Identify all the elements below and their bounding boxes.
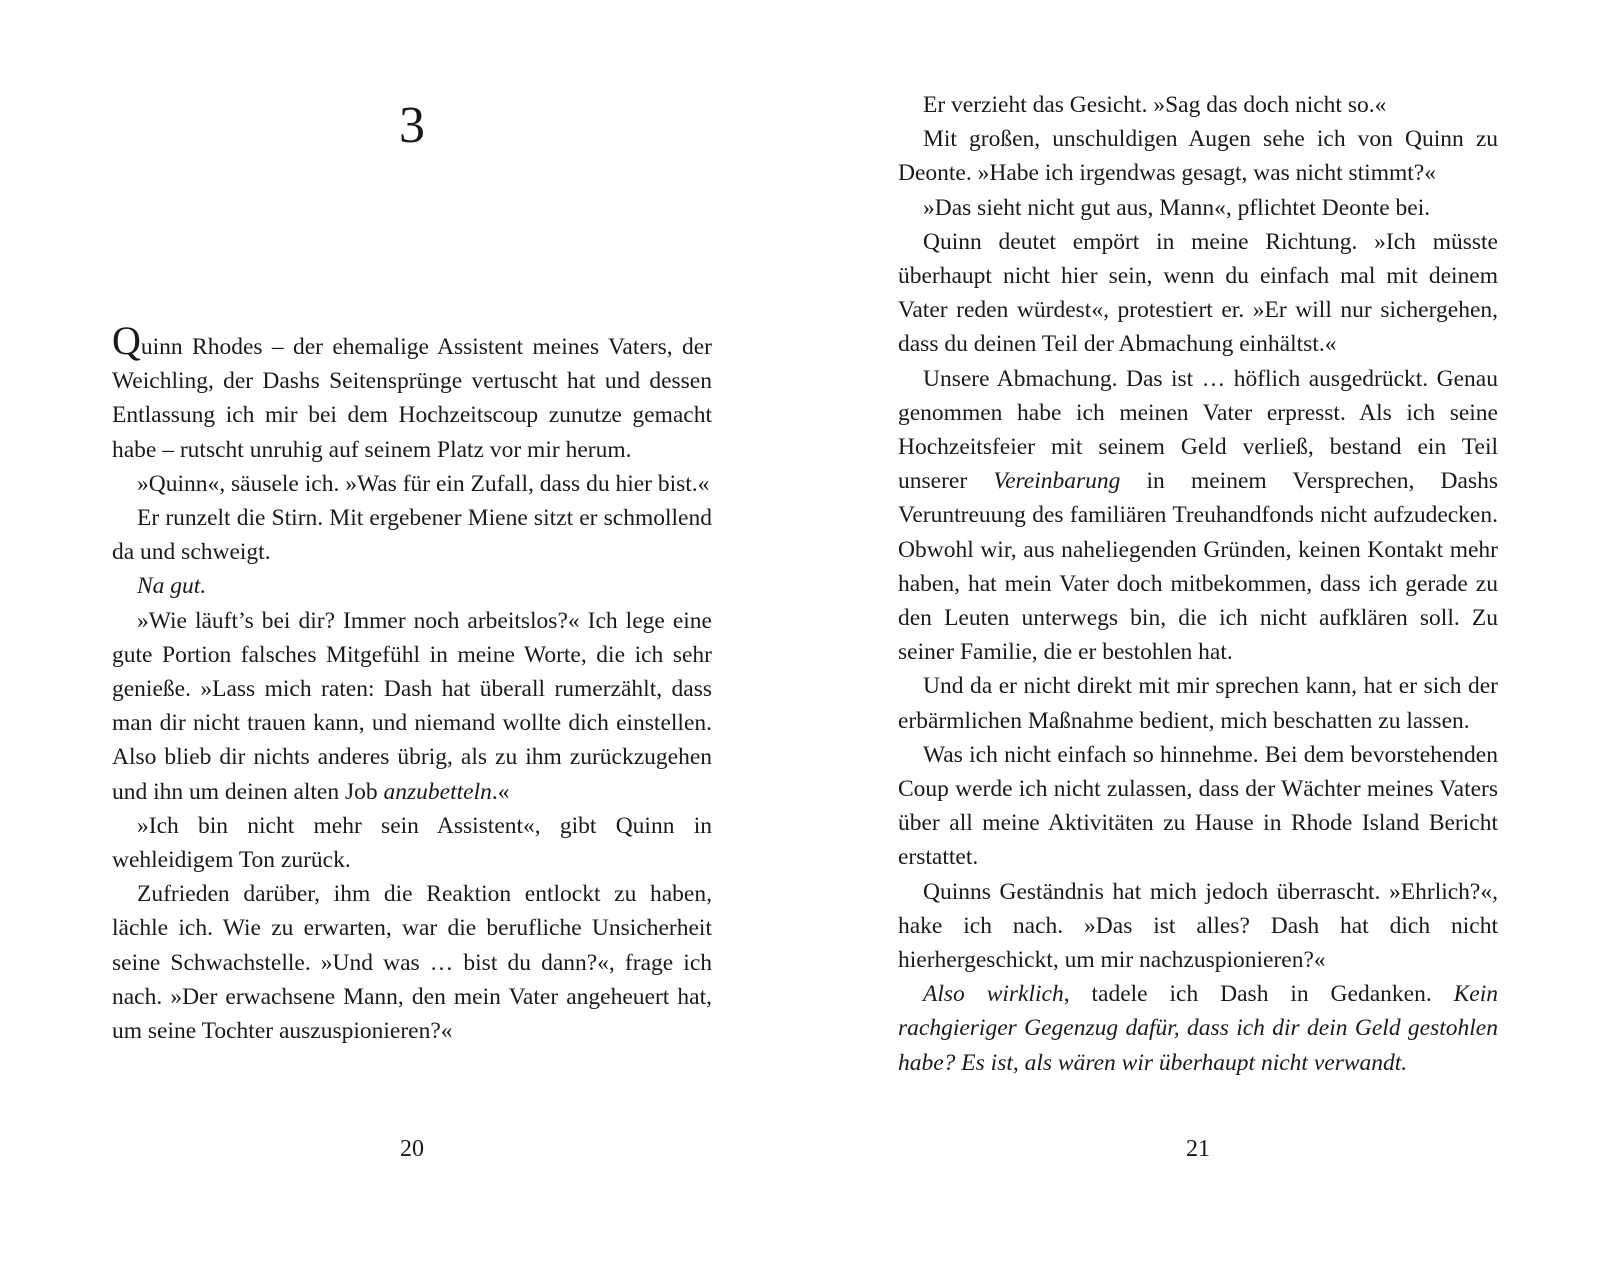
paragraph: Na gut. (137, 573, 207, 600)
paragraph: Was ich nicht einfach so hinnehme. Bei dem bevorstehenden Coup werde ich nicht zulassen, dass der Wächter meines Vaters über all meine Aktivitäten zu Hause in Rhode Island Bericht erstattet. (898, 741, 1498, 871)
page-number: 20 (400, 1136, 424, 1162)
paragraph: Unsere Abmachung. Das ist … höflich ausgedrückt. Genau genommen habe ich meinen Vater erpresst. Als ich seine Hochzeitsfeier mit seinem Geld verließ, bestand ein Teil unserer Vereinbarung in meinem Versprechen, Dashs Veruntreuung des familiären Treuhandfonds nicht aufzudecken. Obwohl wir, aus naheliegenden Gründen, keinen Kontakt mehr haben, hat mein Vater doch mitbekommen, dass ich gerade zu den Leuten unterwegs bin, die ich nicht aufklären soll. Zu seiner Familie, die er bestohlen hat. (898, 365, 1498, 666)
paragraph: »Ich bin nicht mehr sein Assistent«, gibt Quinn in wehleidigem Ton zurück. (112, 812, 712, 874)
paragraph: »Wie läuft’s bei dir? Immer noch arbeitslos?« Ich lege eine gute Portion falsches Mitgefühl in meine Worte, die ich sehr genieße. »Lass mich raten: Dash hat überall rumerzählt, dass man dir nicht trauen kann, und niemand wollte dich einstellen. Also blieb dir nichts anderes übrig, als zu ihm zurückzugehen und ihn um deinen alten Job anzubetteln.« (112, 607, 712, 805)
right-page-text (898, 88, 1498, 1080)
paragraph: »Quinn«, säusele ich. »Was für ein Zufall, dass du hier bist.« (137, 470, 710, 497)
paragraph: Mit großen, unschuldigen Augen sehe ich von Quinn zu Deonte. »Habe ich irgendwas gesagt, was nicht stimmt?« (898, 126, 1498, 187)
chapter-number: 3 (399, 97, 425, 154)
paragraph: Zufrieden darüber, ihm die Reaktion entlockt zu haben, lächle ich. Wie zu erwarten, war die berufliche Unsicherheit seine Schwachstelle. »Und was … bist du dann?«, frage ich nach. »Der erwachsene Mann, den mein Vater angeheuert hat, um seine Tochter auszuspionieren?« (112, 881, 712, 1045)
drop-cap: Q (112, 318, 141, 363)
paragraph: Quinns Geständnis hat mich jedoch überrascht. »Ehrlich?«, hake ich nach. »Das ist alles? Dash hat dich nicht hierhergeschickt, um mir nachzuspionieren?« (898, 878, 1498, 974)
paragraph: »Das sieht nicht gut aus, Mann«, pflichtet Deonte bei. (923, 194, 1431, 221)
paragraph: Quinn deutet empört in meine Richtung. »Ich müsste überhaupt nicht hier sein, wenn du einfach mal mit deinem Vater reden würdest«, protestiert er. »Er will nur sichergehen, dass du deinen Teil der Abmachung einhältst.« (898, 228, 1498, 358)
left-page-text (112, 318, 712, 1048)
page-number: 21 (1186, 1136, 1210, 1162)
paragraph: Er runzelt die Stirn. Mit ergebener Miene sitzt er schmollend da und schweigt. (112, 505, 712, 566)
paragraph: Also wirklich, tadele ich Dash in Gedanken. Kein rachgieriger Gegenzug dafür, dass ich dir dein Geld gestohlen habe? Es ist, als wären wir überhaupt nicht verwandt. (898, 981, 1498, 1076)
paragraph: Und da er nicht direkt mit mir sprechen kann, hat er sich der erbärmlichen Maßnahme bedient, mich beschatten zu lassen. (898, 673, 1498, 734)
paragraph: Er verzieht das Gesicht. »Sag das doch nicht so.« (923, 92, 1387, 118)
right-page (800, 0, 1600, 1274)
paragraph: Quinn Rhodes – der ehemalige Assistent meines Vaters, der Weichling, der Dashs Seitensprünge vertuscht hat und dessen Entlassung ich mir bei dem Hochzeitscoup zunutze gemacht habe – rutscht unruhig auf seinem Platz vor mir herum. (112, 318, 712, 463)
